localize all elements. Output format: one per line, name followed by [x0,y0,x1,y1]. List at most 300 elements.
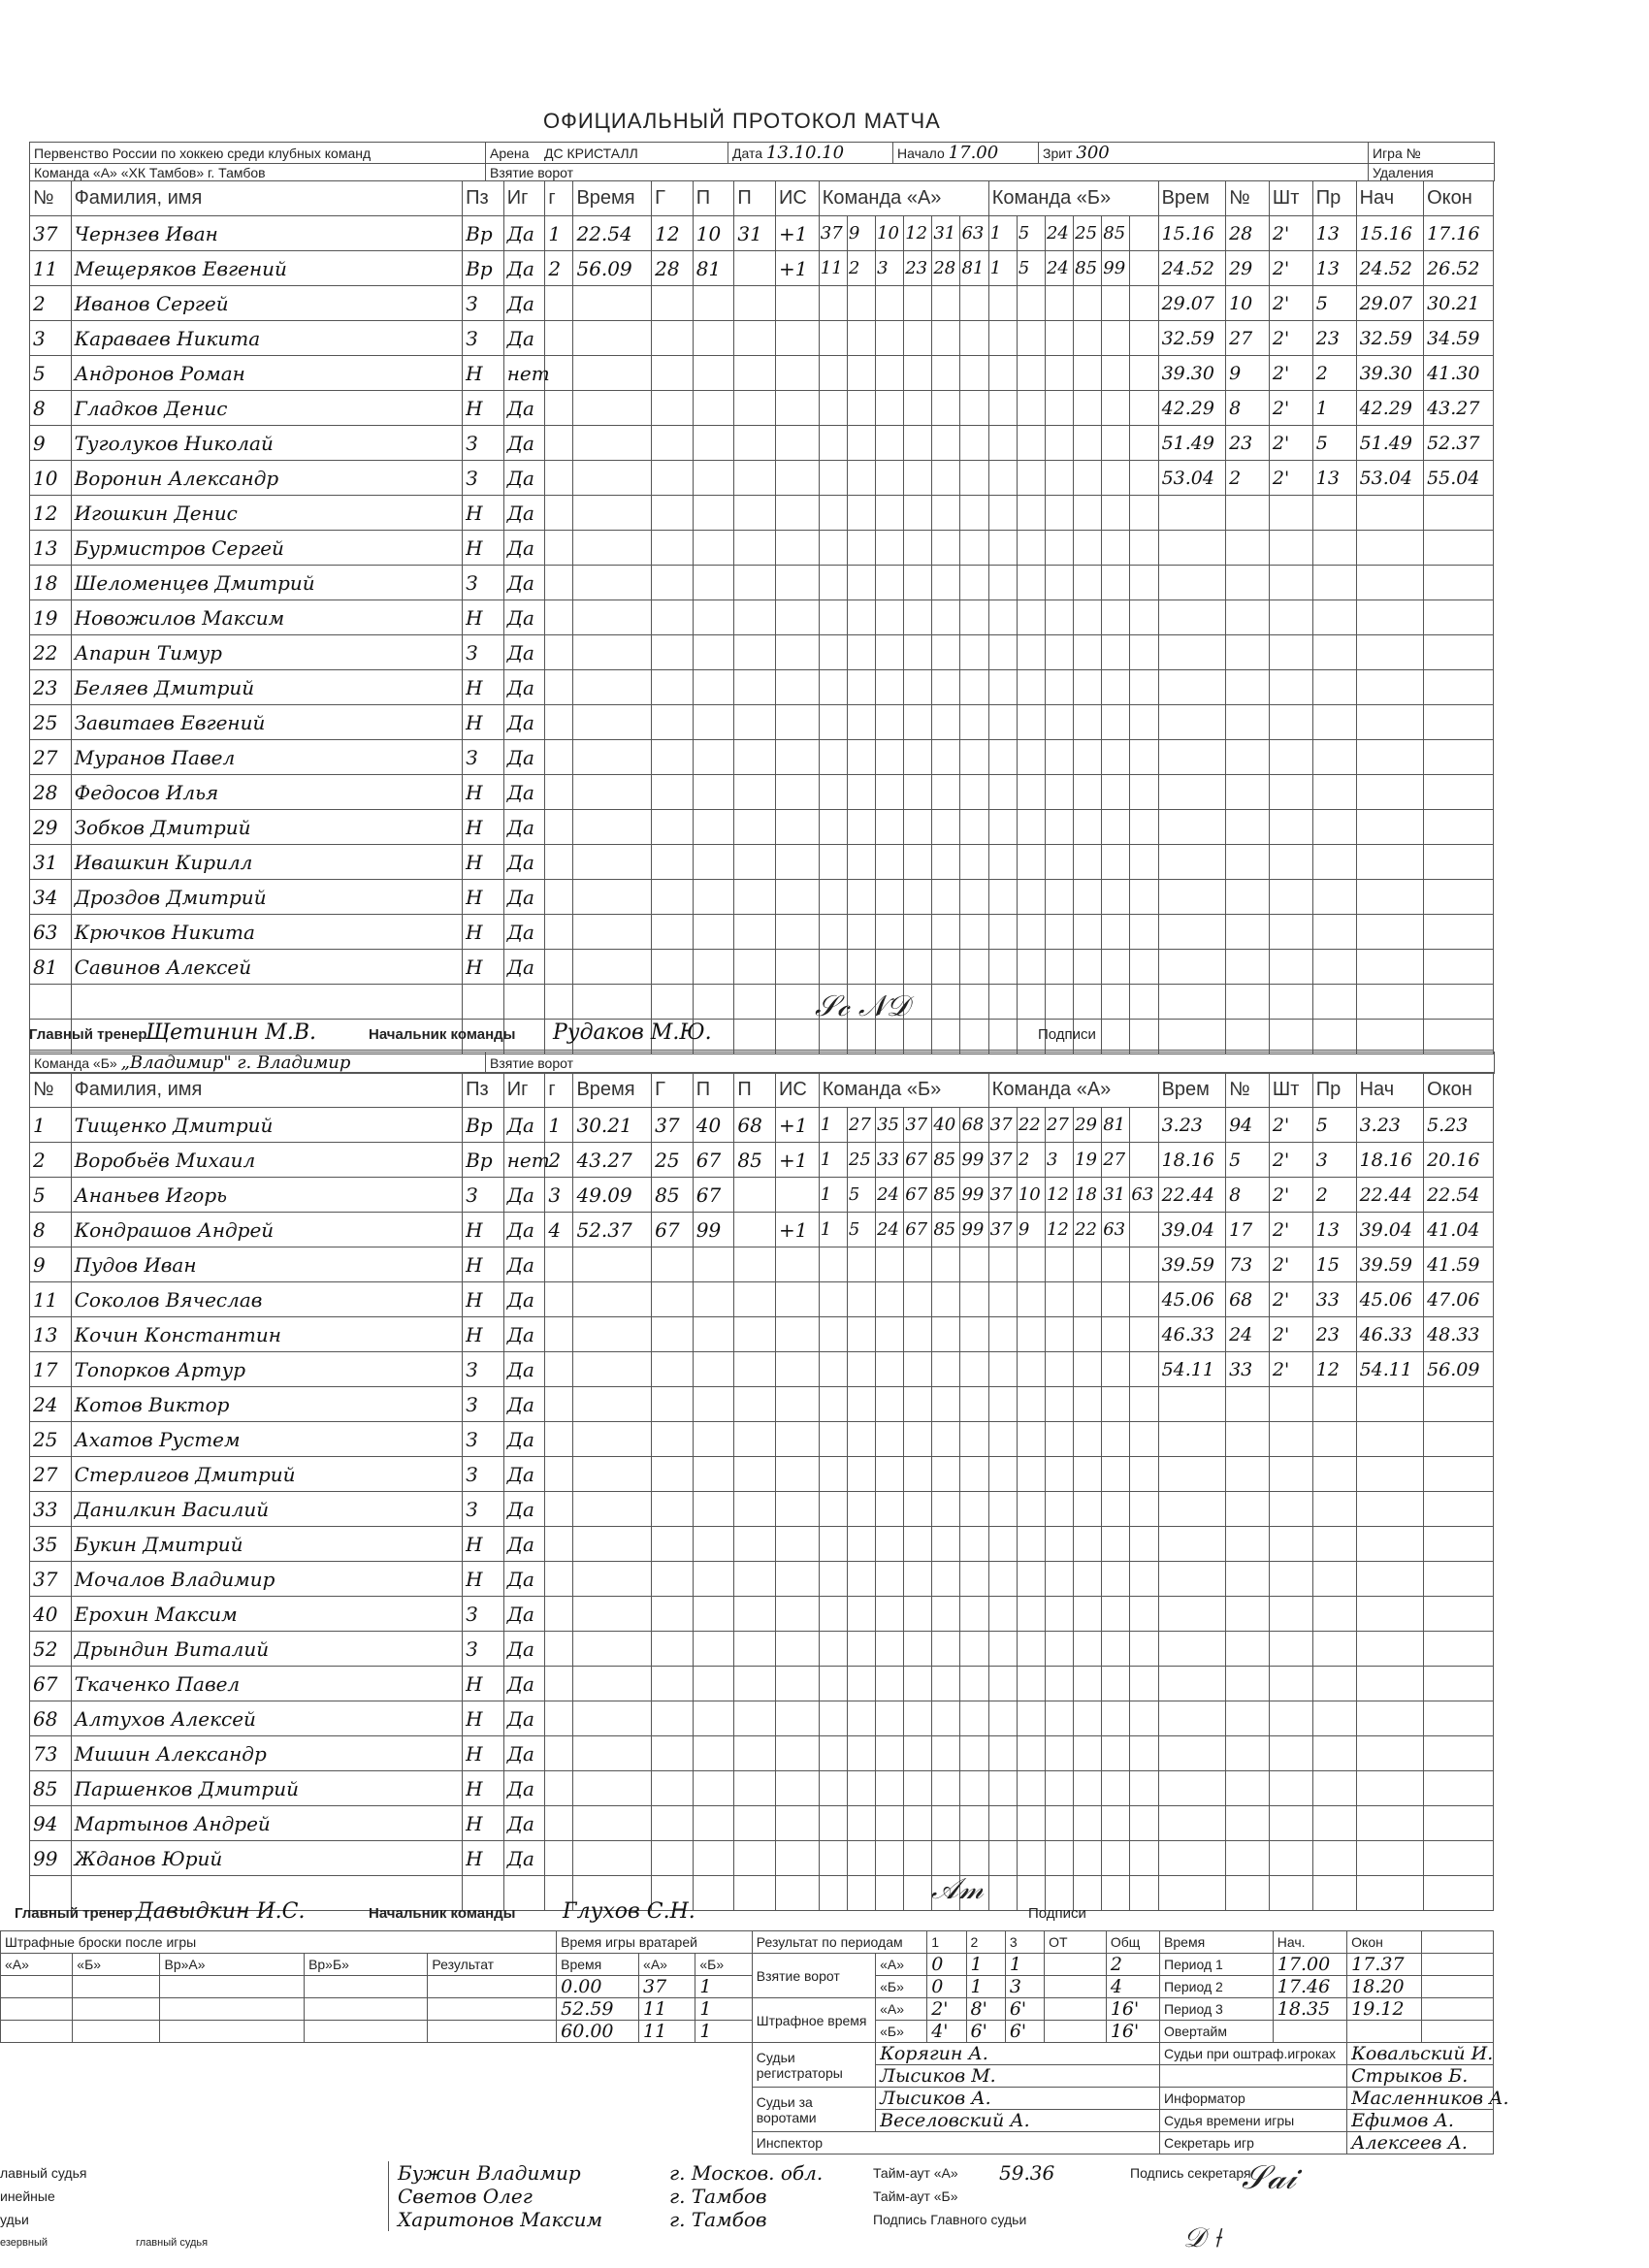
goal-own-player [904,950,932,985]
goal-p1 [693,1771,734,1806]
goal-opp-player [1017,1247,1045,1282]
goal-p2 [734,496,776,531]
goal-is [775,1457,819,1492]
penalty-start: 51.49 [1356,426,1424,461]
goal-own-player [847,1736,875,1771]
table-row [30,1247,1494,1282]
goal-g: 3 [545,1178,573,1213]
goal-time [573,391,652,426]
penalty-num [1226,1771,1270,1806]
goal-opp-player [1074,321,1102,356]
penalty-reason [1312,1457,1356,1492]
player-number: 11 [30,1282,72,1317]
penalty-time [1158,635,1226,670]
period-col-1: 1 [927,1931,966,1954]
goal-own-player [932,915,960,950]
player-position: Н [463,496,504,531]
player-position: Н [463,531,504,566]
penalty-min [1269,775,1312,810]
goal-opp-player [1045,1841,1073,1876]
goal-own-player [847,1527,875,1562]
penalty-time [1158,1457,1226,1492]
goal-opp-player: 1 [988,251,1017,286]
goal-opp-player [988,1806,1017,1841]
penalty-num [1226,1387,1270,1422]
goal-own-player: 85 [932,1213,960,1247]
goal-g [545,496,573,531]
goal-goal: 28 [652,251,694,286]
goal-g: 1 [545,1108,573,1143]
result-team: «А» [876,1954,927,1976]
goal-goal [652,1352,694,1387]
goal-opp-player [1017,1667,1045,1701]
goal-p1 [693,1632,734,1667]
goal-own-player [932,566,960,600]
period-label: Овертайм [1160,2021,1274,2043]
goal-is: +1 [775,216,819,251]
goal-goal [652,531,694,566]
penalty-min [1269,600,1312,635]
goal-own-player [960,1422,988,1457]
goal-goal [652,356,694,391]
penalty-end [1424,740,1494,775]
penalty-num [1226,705,1270,740]
penalty-end [1424,531,1494,566]
penalty-time [1158,566,1226,600]
goal-p1 [693,426,734,461]
goal-opp-player: 24 [1045,251,1073,286]
player-played: Да [503,775,545,810]
goal-is [775,1282,819,1317]
goal-opp-player [988,705,1017,740]
goal-opp-player [1045,1387,1073,1422]
chief-sign-label: Подпись Главного судьи [873,2212,1027,2227]
goal-opp-player: 85 [1102,216,1130,251]
player-name: Ананьев Игорь [71,1178,463,1213]
goal-p1 [693,1247,734,1282]
penalty-reason [1312,1562,1356,1597]
penalty-reason [1312,1736,1356,1771]
goal-own-player [904,566,932,600]
goal-g [545,321,573,356]
goal-own-player [847,670,875,705]
player-name: Стерлигов Дмитрий [71,1457,463,1492]
player-played: Да [503,845,545,880]
goal-own-player [932,845,960,880]
period-col-2: 2 [966,1931,1005,1954]
goal-p2: 85 [734,1143,776,1178]
goal-opp-player [1074,1736,1102,1771]
goal-own-player [876,1527,904,1562]
goal-time [573,670,652,705]
player-number: 2 [30,1143,72,1178]
goal-own-player [932,391,960,426]
penalty-time [1158,496,1226,531]
penalty-end [1424,1422,1494,1457]
goal-goal [652,461,694,496]
goal-time [573,1841,652,1876]
player-name: Котов Виктор [71,1387,463,1422]
player-number: 31 [30,845,72,880]
penalty-end [1424,1387,1494,1422]
goal-own-player [876,1701,904,1736]
player-played: Да [503,635,545,670]
goal-own-player [819,1841,847,1876]
result-team: «Б» [876,2021,927,2043]
goal-opp-player [1074,1701,1102,1736]
goal-p2 [734,286,776,321]
player-number: 13 [30,1317,72,1352]
goal-own-player [876,915,904,950]
goal-opp-player [1102,845,1130,880]
arena-label: Арена [490,145,530,161]
player-position: Н [463,600,504,635]
goal-g [545,1422,573,1457]
goal-own-player [932,496,960,531]
goal-own-player [819,1352,847,1387]
goal-own-player [960,1247,988,1282]
goal-opp-player [1045,1562,1073,1597]
goal-opp-player [1074,1667,1102,1701]
goal-is: +1 [775,1213,819,1247]
table-row [30,740,1494,775]
player-number: 8 [30,1213,72,1247]
penalty-end: 47.06 [1424,1282,1494,1317]
goal-opp-player [1074,880,1102,915]
result-cell: 6' [966,2021,1005,2043]
goal-g: 2 [545,251,573,286]
table-row [30,705,1494,740]
goal-opp-player [1074,1457,1102,1492]
goal-p2 [734,1317,776,1352]
penalty-min: 2' [1269,1247,1312,1282]
goal-own-player [960,1562,988,1597]
goal-time [573,1562,652,1597]
goal-own-player [876,286,904,321]
goal-own-player [876,1247,904,1282]
goal-opp-player [1045,426,1073,461]
goal-own-player [847,1352,875,1387]
goal-own-player [876,1841,904,1876]
col-is: ИС [775,1073,819,1108]
table-row [30,1422,1494,1457]
penalty-end: 5.23 [1424,1108,1494,1143]
penalty-time: 54.11 [1158,1352,1226,1387]
penalty-end [1424,1457,1494,1492]
result-cell: 8' [966,1998,1005,2021]
goal-own-player [876,1562,904,1597]
penalty-reason [1312,985,1356,1020]
goal-own-player [876,496,904,531]
penalty-reason: 13 [1312,216,1356,251]
goal-time [573,1282,652,1317]
goal-p2 [734,985,776,1020]
player-name: Федосов Илья [71,775,463,810]
goal-own-player [819,1492,847,1527]
goal-own-player [847,775,875,810]
penalty-end: 26.52 [1424,251,1494,286]
goal-own-player [960,985,988,1020]
penalty-min [1269,705,1312,740]
player-played: Да [503,1178,545,1213]
gk-a: 37 [639,1976,695,1998]
goal-opp-player [1045,1597,1073,1632]
col-goal: Г [652,1073,694,1108]
penalty-start [1356,1597,1424,1632]
col-p1: П [693,181,734,216]
goal-opp-player: 12 [1045,1178,1073,1213]
penalty-start: 45.06 [1356,1282,1424,1317]
goal-own-player [847,566,875,600]
goal-opp-player [1102,810,1130,845]
goal-opp-player: 31 [1102,1178,1130,1213]
goal-opp-player [1102,705,1130,740]
goal-p1 [693,1806,734,1841]
player-name: Мартынов Андрей [71,1806,463,1841]
goal-opp-player: 37 [988,1213,1017,1247]
goal-goal [652,1597,694,1632]
official-right-name: Алексеев А. [1347,2132,1494,2155]
goal-p2 [734,461,776,496]
goal-goal [652,880,694,915]
goal-own-player [904,880,932,915]
penalty-start [1356,670,1424,705]
player-number: 68 [30,1701,72,1736]
goal-own-player [819,1387,847,1422]
player-played: Да [503,1317,545,1352]
penalty-time [1158,705,1226,740]
penalty-reason [1312,740,1356,775]
player-number: 85 [30,1771,72,1806]
goal-p1 [693,880,734,915]
goal-g [545,600,573,635]
player-played: Да [503,251,545,286]
table-row [30,1701,1494,1736]
referee-label: инейные [0,2188,55,2204]
goal-own-player [819,1667,847,1701]
penalty-end [1424,705,1494,740]
goal-p1 [693,1387,734,1422]
col-time: Время [573,181,652,216]
goal-own-player [932,531,960,566]
goal-own-player [960,566,988,600]
goal-own-player [847,740,875,775]
player-name: Зобков Дмитрий [71,810,463,845]
player-position: З [463,1597,504,1632]
goal-own-player [847,1457,875,1492]
table-row [30,880,1494,915]
end-col-label: Окон [1347,1931,1421,1954]
penalty-num: 73 [1226,1247,1270,1282]
goal-p2 [734,1492,776,1527]
goal-own-player [847,321,875,356]
player-name: Букин Дмитрий [71,1527,463,1562]
shootout-col-a: «А» [1,1954,73,1976]
player-position: Н [463,391,504,426]
goal-p1 [693,950,734,985]
player-position: З [463,461,504,496]
goal-opp-player [1074,1387,1102,1422]
goal-opp-player [1130,531,1158,566]
goal-own-player [819,1422,847,1457]
goal-goal: 37 [652,1108,694,1143]
penalty-reason [1312,705,1356,740]
goal-opp-player [1074,1562,1102,1597]
goal-own-player [819,635,847,670]
goal-opp-player [1045,1457,1073,1492]
player-played [503,985,545,1020]
header-info [29,142,1495,181]
goal-own-player: 33 [876,1143,904,1178]
penalty-reason [1312,1667,1356,1701]
player-played: нет [503,1143,545,1178]
penalty-end [1424,1667,1494,1701]
gk-time: 0.00 [557,1976,639,1998]
goal-goal [652,1562,694,1597]
col-g: г [545,1073,573,1108]
goal-goal [652,775,694,810]
col-pen-end: Окон [1424,181,1494,216]
goal-g [545,1387,573,1422]
page-title: ОФИЦИАЛЬНЫЙ ПРОТОКОЛ МАТЧА [543,109,941,133]
goal-time [573,705,652,740]
player-number: 24 [30,1387,72,1422]
goal-p1 [693,531,734,566]
goal-own-player: 31 [932,216,960,251]
penalty-min [1269,1667,1312,1701]
penalty-min: 2' [1269,426,1312,461]
goal-p1 [693,740,734,775]
col-team-a: Команда «А» [988,1073,1158,1108]
goal-opp-player [988,356,1017,391]
table-row [30,251,1494,286]
goal-opp-player [1130,1667,1158,1701]
penalty-min: 2' [1269,1178,1312,1213]
goal-time [573,461,652,496]
player-number: 28 [30,775,72,810]
penalty-min: 2' [1269,356,1312,391]
penalty-start [1356,810,1424,845]
goal-time [573,880,652,915]
goal-own-player [960,880,988,915]
player-position: З [463,1632,504,1667]
goal-own-player [932,1352,960,1387]
penalty-num: 10 [1226,286,1270,321]
player-name: Мишин Александр [71,1736,463,1771]
penalty-min [1269,1562,1312,1597]
penalty-start [1356,775,1424,810]
goal-own-player [904,845,932,880]
goal-opp-player [1017,1736,1045,1771]
penalty-min: 2' [1269,1282,1312,1317]
goal-own-player [904,740,932,775]
goal-g [545,880,573,915]
penalty-reason: 2 [1312,356,1356,391]
goal-p2 [734,670,776,705]
goal-own-player [904,1771,932,1806]
goal-own-player [847,810,875,845]
goal-own-player [904,531,932,566]
goal-opp-player: 22 [1074,1213,1102,1247]
goal-is [775,391,819,426]
player-number: 73 [30,1736,72,1771]
goal-opp-player [1017,356,1045,391]
table-row [30,1143,1494,1178]
table-row [30,461,1494,496]
goal-own-player: 27 [847,1108,875,1143]
goal-opp-player [1017,1597,1045,1632]
player-played: Да [503,1247,545,1282]
table-row [30,1457,1494,1492]
goal-p1: 67 [693,1178,734,1213]
official-right-name: Ефимов А. [1347,2110,1494,2132]
goal-opp-player [988,1771,1017,1806]
goal-is [775,1492,819,1527]
goal-is [775,810,819,845]
goal-opp-player [1045,531,1073,566]
player-played: Да [503,286,545,321]
penalty-time [1158,950,1226,985]
penalty-end: 41.04 [1424,1213,1494,1247]
goal-own-player: 5 [847,1178,875,1213]
goal-own-player [904,1562,932,1597]
goal-is [775,1562,819,1597]
goal-own-player [932,1806,960,1841]
goal-opp-player [1074,985,1102,1020]
team-b-name: „Владимир" г. Владимир [120,1053,351,1073]
goal-own-player [932,705,960,740]
goal-own-player [876,1736,904,1771]
goal-own-player [904,1317,932,1352]
goal-own-player: 12 [904,216,932,251]
official-right-label [1160,2065,1347,2088]
player-name: Бурмистров Сергей [71,531,463,566]
player-position [463,985,504,1020]
player-name: Чернзев Иван [71,216,463,251]
col-num: № [30,181,72,216]
gk-b: 1 [695,1998,752,2021]
goal-goal [652,1457,694,1492]
goal-time [573,635,652,670]
goal-opp-player [1130,1213,1158,1247]
official-name: Лысиков М. [876,2065,1160,2088]
goal-p2 [734,845,776,880]
penalty-reason [1312,1771,1356,1806]
goal-opp-player [1074,461,1102,496]
goal-g [545,1667,573,1701]
goal-goal [652,286,694,321]
penalty-end [1424,1632,1494,1667]
goal-own-player [819,426,847,461]
goal-opp-player [1017,496,1045,531]
goal-opp-player [1102,740,1130,775]
penalty-start: 29.07 [1356,286,1424,321]
goal-opp-player [1074,531,1102,566]
goal-own-player [819,775,847,810]
goal-opp-player [1130,1492,1158,1527]
penalty-start [1356,1632,1424,1667]
goal-own-player: 23 [904,251,932,286]
player-name: Воробьёв Михаил [71,1143,463,1178]
goal-opp-player [1102,321,1130,356]
goal-goal [652,1806,694,1841]
penalty-start [1356,740,1424,775]
goal-opp-player [1017,1632,1045,1667]
goal-own-player [847,1701,875,1736]
penalty-time: 18.16 [1158,1143,1226,1178]
goal-opp-player [1017,775,1045,810]
goal-own-player [960,1282,988,1317]
